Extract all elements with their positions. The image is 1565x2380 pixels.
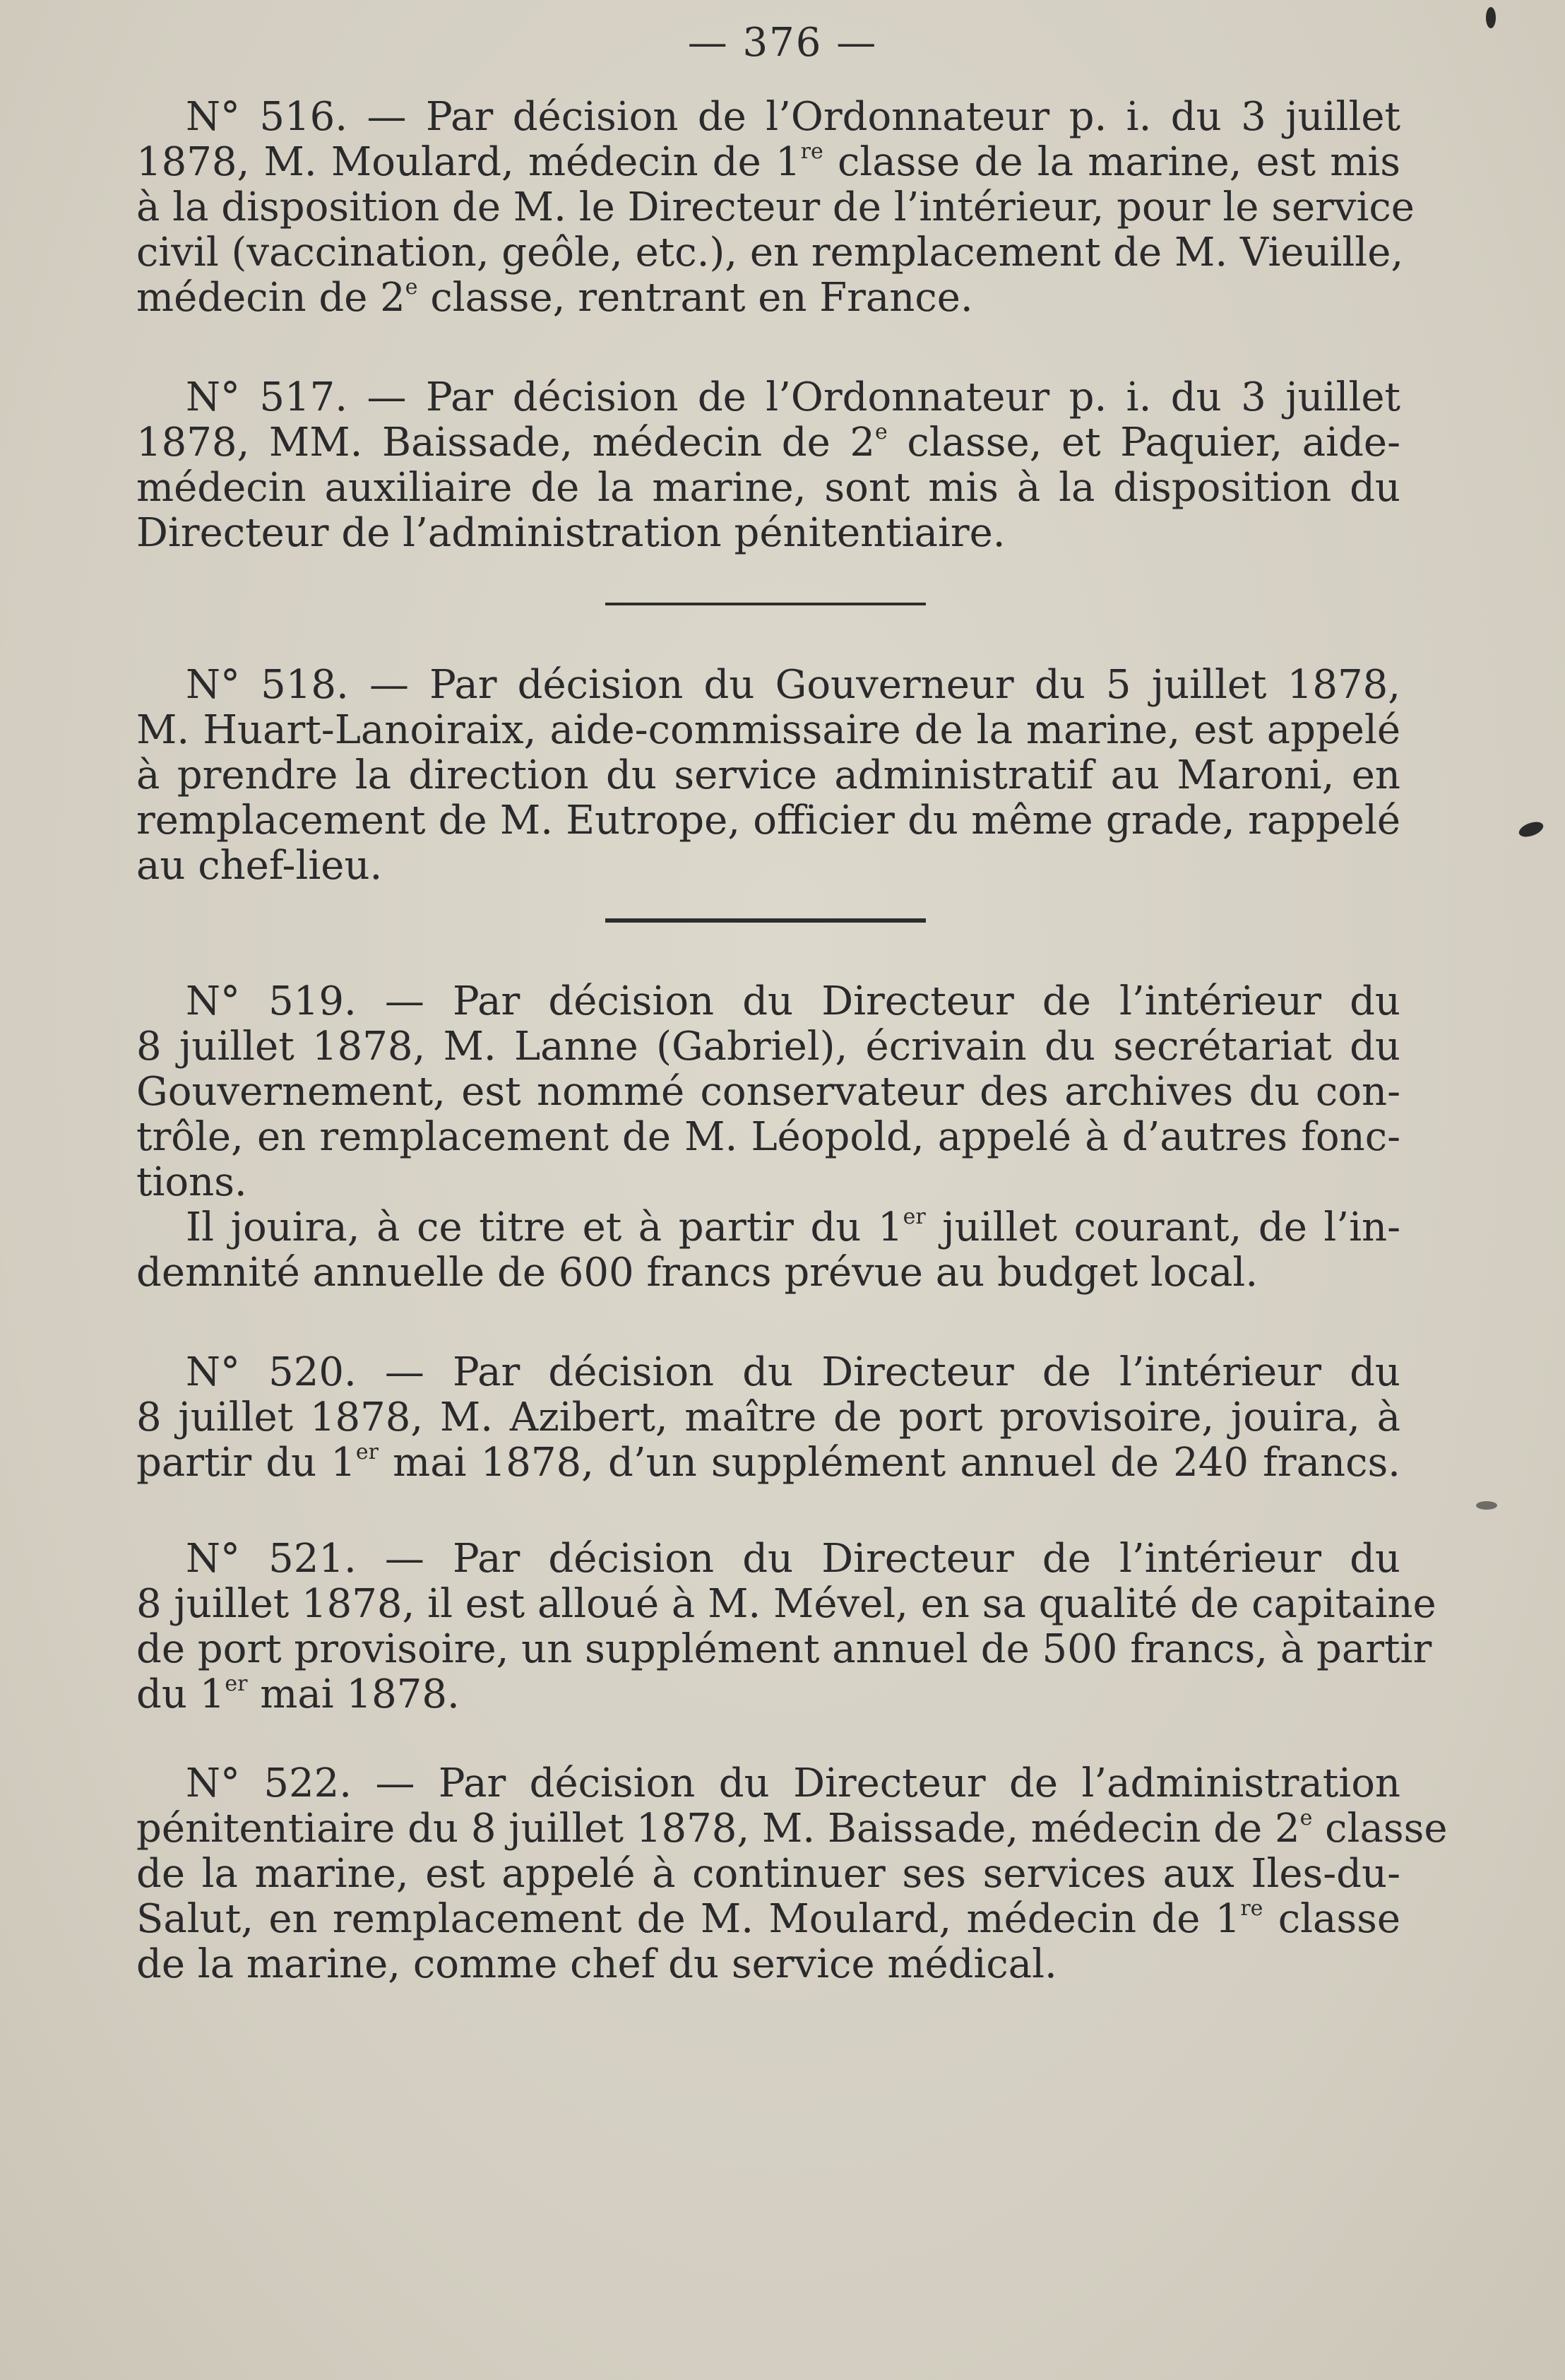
entry-line: trôle, en remplacement de M. Léopold, appelé à d’autres fonc- [136, 1114, 1400, 1160]
entry-520 [136, 1350, 1400, 1486]
entry-line: N° 520. — Par décision du Directeur de l’intérieur du [186, 1349, 1400, 1395]
entry-519 [136, 979, 1400, 1296]
entry-line: 1878, MM. Baissade, médecin de 2e classe, et Paquier, aide- [136, 420, 1400, 466]
entry-line: 1878, M. Moulard, médecin de 1re classe de la marine, est mis [136, 139, 1400, 185]
entry-line: N° 516. — Par décision de l’Ordonnateur p. i. du 3 juillet [186, 94, 1400, 140]
ink-speck [1476, 1501, 1497, 1510]
entry-line: Il jouira, à ce titre et à partir du 1er juillet courant, de l’in- [186, 1204, 1401, 1250]
entry-line: N° 521. — Par décision du Directeur de l’intérieur du [186, 1536, 1400, 1582]
ink-speck [1517, 819, 1545, 839]
entry-line: M. Huart-Lanoiraix, aide-commissaire de la marine, est appelé [136, 707, 1400, 753]
entry-line: tions. [136, 1159, 247, 1205]
entry-line: médecin auxiliaire de la marine, sont mis à la disposition du [136, 465, 1400, 511]
entry-518 [136, 663, 1400, 889]
entry-line: au chef-lieu. [136, 843, 383, 889]
entry-line: Directeur de l’administration pénitentiaire. [136, 510, 1006, 556]
entry-522 [136, 1760, 1448, 1987]
entry-line: 8 juillet 1878, M. Azibert, maître de port provisoire, jouira, à [136, 1395, 1400, 1440]
entry-line: du 1er mai 1878. [136, 1671, 460, 1717]
entry-line: pénitentiaire du 8 juillet 1878, M. Baissade, médecin de 2e classe [136, 1806, 1448, 1852]
entry-line: de port provisoire, un supplément annuel de 500 francs, à partir [136, 1626, 1432, 1672]
entry-516 [136, 94, 1415, 321]
entry-line: N° 522. — Par décision du Directeur de l’administration [186, 1760, 1400, 1806]
entry-line: de la marine, est appelé à continuer ses services aux Iles-du- [136, 1851, 1400, 1897]
entry-line: N° 518. — Par décision du Gouverneur du 5 juillet 1878, [186, 662, 1400, 708]
entry-line: N° 519. — Par décision du Directeur de l’intérieur du [186, 978, 1400, 1024]
entry-line: Salut, en remplacement de M. Moulard, médecin de 1re classe [136, 1896, 1401, 1942]
entry-line: Gouvernement, est nommé conservateur des archives du con- [136, 1069, 1400, 1115]
entry-line: de la marine, comme chef du service médical. [136, 1941, 1057, 1987]
entry-line: à prendre la direction du service administratif au Maroni, en [136, 752, 1400, 798]
entry-line: N° 517. — Par décision de l’Ordonnateur p. i. du 3 juillet [186, 374, 1400, 420]
entry-line: partir du 1er mai 1878, d’un supplément annuel de 240 francs. [136, 1440, 1400, 1486]
page-number: — 376 — [687, 20, 878, 66]
entry-line: remplacement de M. Eutrope, officier du même grade, rappelé [136, 798, 1400, 843]
entry-line: 8 juillet 1878, il est alloué à M. Mével, en sa qualité de capitaine [136, 1581, 1436, 1627]
section-divider [605, 918, 926, 923]
entry-line: médecin de 2e classe, rentrant en France. [136, 275, 973, 321]
entry-line: demnité annuelle de 600 francs prévue au budget local. [136, 1250, 1258, 1296]
entry-line: civil (vaccination, geôle, etc.), en remplacement de M. Vieuille, [136, 230, 1404, 276]
section-divider [605, 603, 926, 605]
ink-speck [1486, 7, 1496, 28]
entry-line: à la disposition de M. le Directeur de l’intérieur, pour le service [136, 184, 1415, 230]
entry-517 [136, 375, 1400, 556]
entry-line: 8 juillet 1878, M. Lanne (Gabriel), écrivain du secrétariat du [136, 1024, 1400, 1070]
entry-521 [136, 1536, 1436, 1717]
